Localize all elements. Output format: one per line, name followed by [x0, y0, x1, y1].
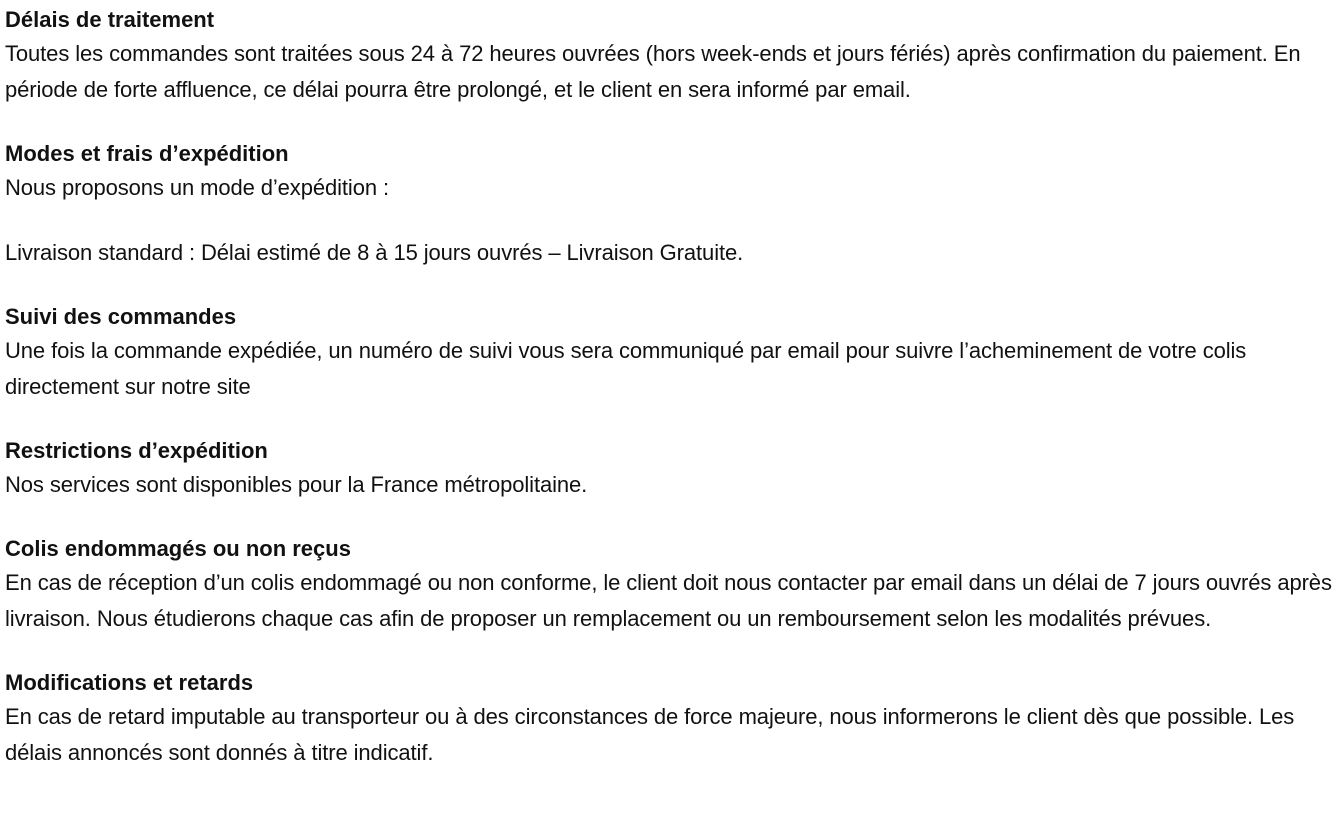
section-heading: Suivi des commandes: [5, 304, 237, 329]
section-heading: Modes et frais d’expédition: [5, 141, 289, 166]
section-damaged-parcels: [5, 533, 1338, 637]
section-order-tracking: [5, 301, 1338, 405]
section-paragraph: Toutes les commandes sont traitées sous 24 à 72 heures ouvrées (hors week-ends et jours fériés) après confirmation du paiement. En période de forte affluence, ce délai pourra être prolongé, et le client en sera informé par email.: [5, 41, 1301, 102]
section-paragraph: Une fois la commande expédiée, un numéro de suivi vous sera communiqué par email pour suivre l’acheminement de votre colis directement sur notre site: [5, 338, 1247, 399]
section-paragraph: Livraison standard : Délai estimé de 8 à 15 jours ouvrés – Livraison Gratuite.: [5, 240, 744, 265]
section-heading: Délais de traitement: [5, 7, 215, 32]
section-heading: Restrictions d’expédition: [5, 438, 268, 463]
section-paragraph: Nous proposons un mode d’expédition :: [5, 175, 389, 200]
section-shipping-restrictions: [5, 435, 1338, 503]
section-shipping-methods: [5, 138, 1338, 271]
section-heading: Modifications et retards: [5, 670, 254, 695]
section-processing-times: [5, 4, 1338, 108]
section-paragraph: Nos services sont disponibles pour la France métropolitaine.: [5, 472, 588, 497]
section-paragraph: En cas de retard imputable au transporteur ou à des circonstances de force majeure, nous informerons le client dès que possible. Les délais annoncés sont donnés à titre indicatif.: [5, 704, 1295, 765]
section-heading: Colis endommagés ou non reçus: [5, 536, 351, 561]
section-changes-and-delays: [5, 667, 1338, 771]
section-paragraph: En cas de réception d’un colis endommagé ou non conforme, le client doit nous contacter par email dans un délai de 7 jours ouvrés après livraison. Nous étudierons chaque cas afin de proposer un remplacement ou un remboursement selon les modalités prévues.: [5, 570, 1332, 631]
